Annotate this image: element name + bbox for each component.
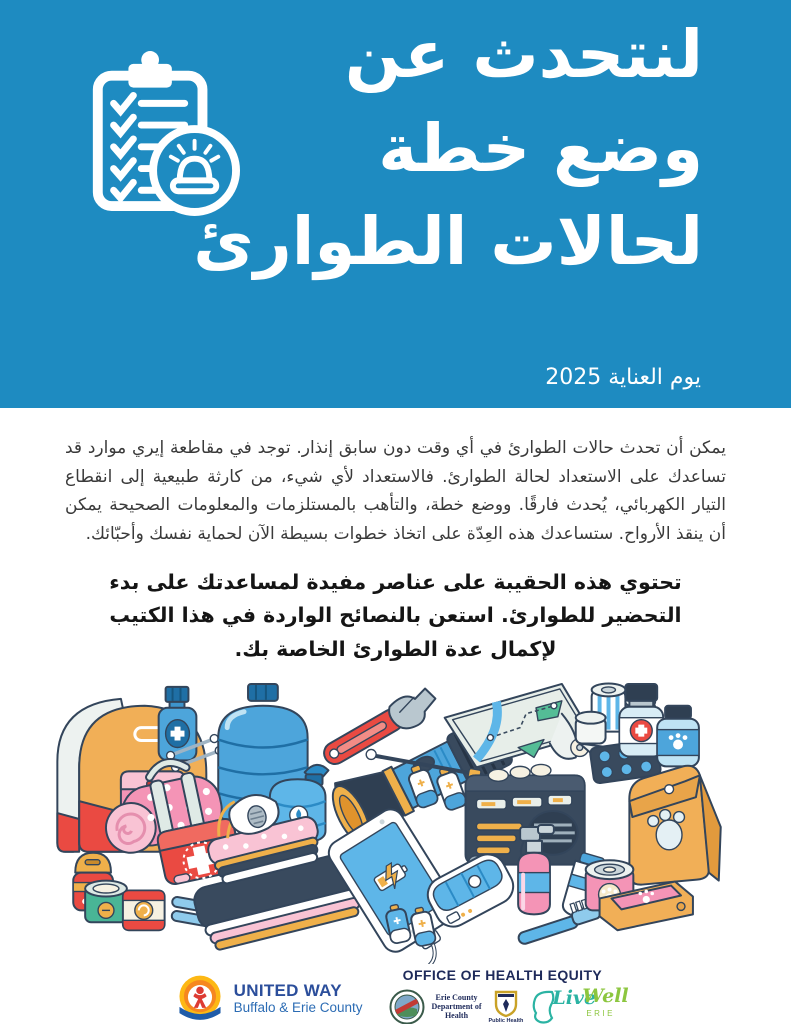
- title-line: وضع خطة: [378, 109, 703, 187]
- title-line: لحالات الطوارئ: [193, 203, 703, 281]
- intro-paragraph: يمكن أن تحدث حالات الطوارئ في أي وقت دون سابق إنذار. توجد في مقاطعة إيري موارد قد تساعدك على الاستعداد لحالة الطوارئ. فالاستعداد لأي شيء، من كارثة طبيعية إلى انقطاع التيار الكهربائي، يُحدث فارقًا. ووضع خطة، والتأهب بالمستلزمات والمعلومات الصحيحة يمكن أن ينقذ الأرواح. ستساعدك هذه العِدّة على اتخاذ خطوات بسيطة الآن لحماية نفسك وأحبّائك.: [65, 438, 726, 544]
- livewell-erie-logo: [530, 984, 629, 1024]
- hero-header: [0, 0, 791, 408]
- united-way-mark-icon: [175, 973, 225, 1023]
- livewell-erie-text: ERIE: [586, 1008, 615, 1018]
- united-way-region: Buffalo & Erie County: [233, 999, 363, 1015]
- livewell-well-text: Well: [582, 984, 629, 1007]
- page-title: [193, 8, 703, 289]
- office-of-health-equity-block: [389, 966, 629, 1024]
- public-health-badge: [488, 990, 523, 1024]
- care-day-subtitle: يوم العناية 2025: [545, 365, 701, 390]
- livewell-live-text: Live: [552, 986, 597, 1009]
- united-way-logo: [175, 973, 363, 1023]
- emergency-kit-illustration: [20, 676, 772, 964]
- flyer-body: [0, 434, 791, 964]
- pet-food-bag-icon: [629, 766, 720, 885]
- title-line: لنتحدث عن: [344, 16, 703, 93]
- office-of-health-equity-title: OFFICE OF HEALTH EQUITY: [402, 966, 603, 983]
- footer-logos: [0, 966, 791, 1024]
- public-health-shield-icon: [494, 990, 518, 1018]
- canned-food-icon: [85, 880, 164, 930]
- erie-county-seal-icon: [389, 989, 425, 1024]
- kit-instructions-paragraph: تحتوي هذه الحقيبة على عناصر مفيدة لمساعدتك على بدء التحضير للطوارئ. استعن بالنصائح الواردة في هذا الكتيب لإكمال عدة الطوارئ الخاصة بك.: [109, 570, 682, 661]
- erie-county-doh-label: Erie County Department of Health: [431, 993, 482, 1021]
- public-health-label: Public Health: [488, 1017, 524, 1024]
- united-way-name: UNITED WAY: [233, 980, 342, 1000]
